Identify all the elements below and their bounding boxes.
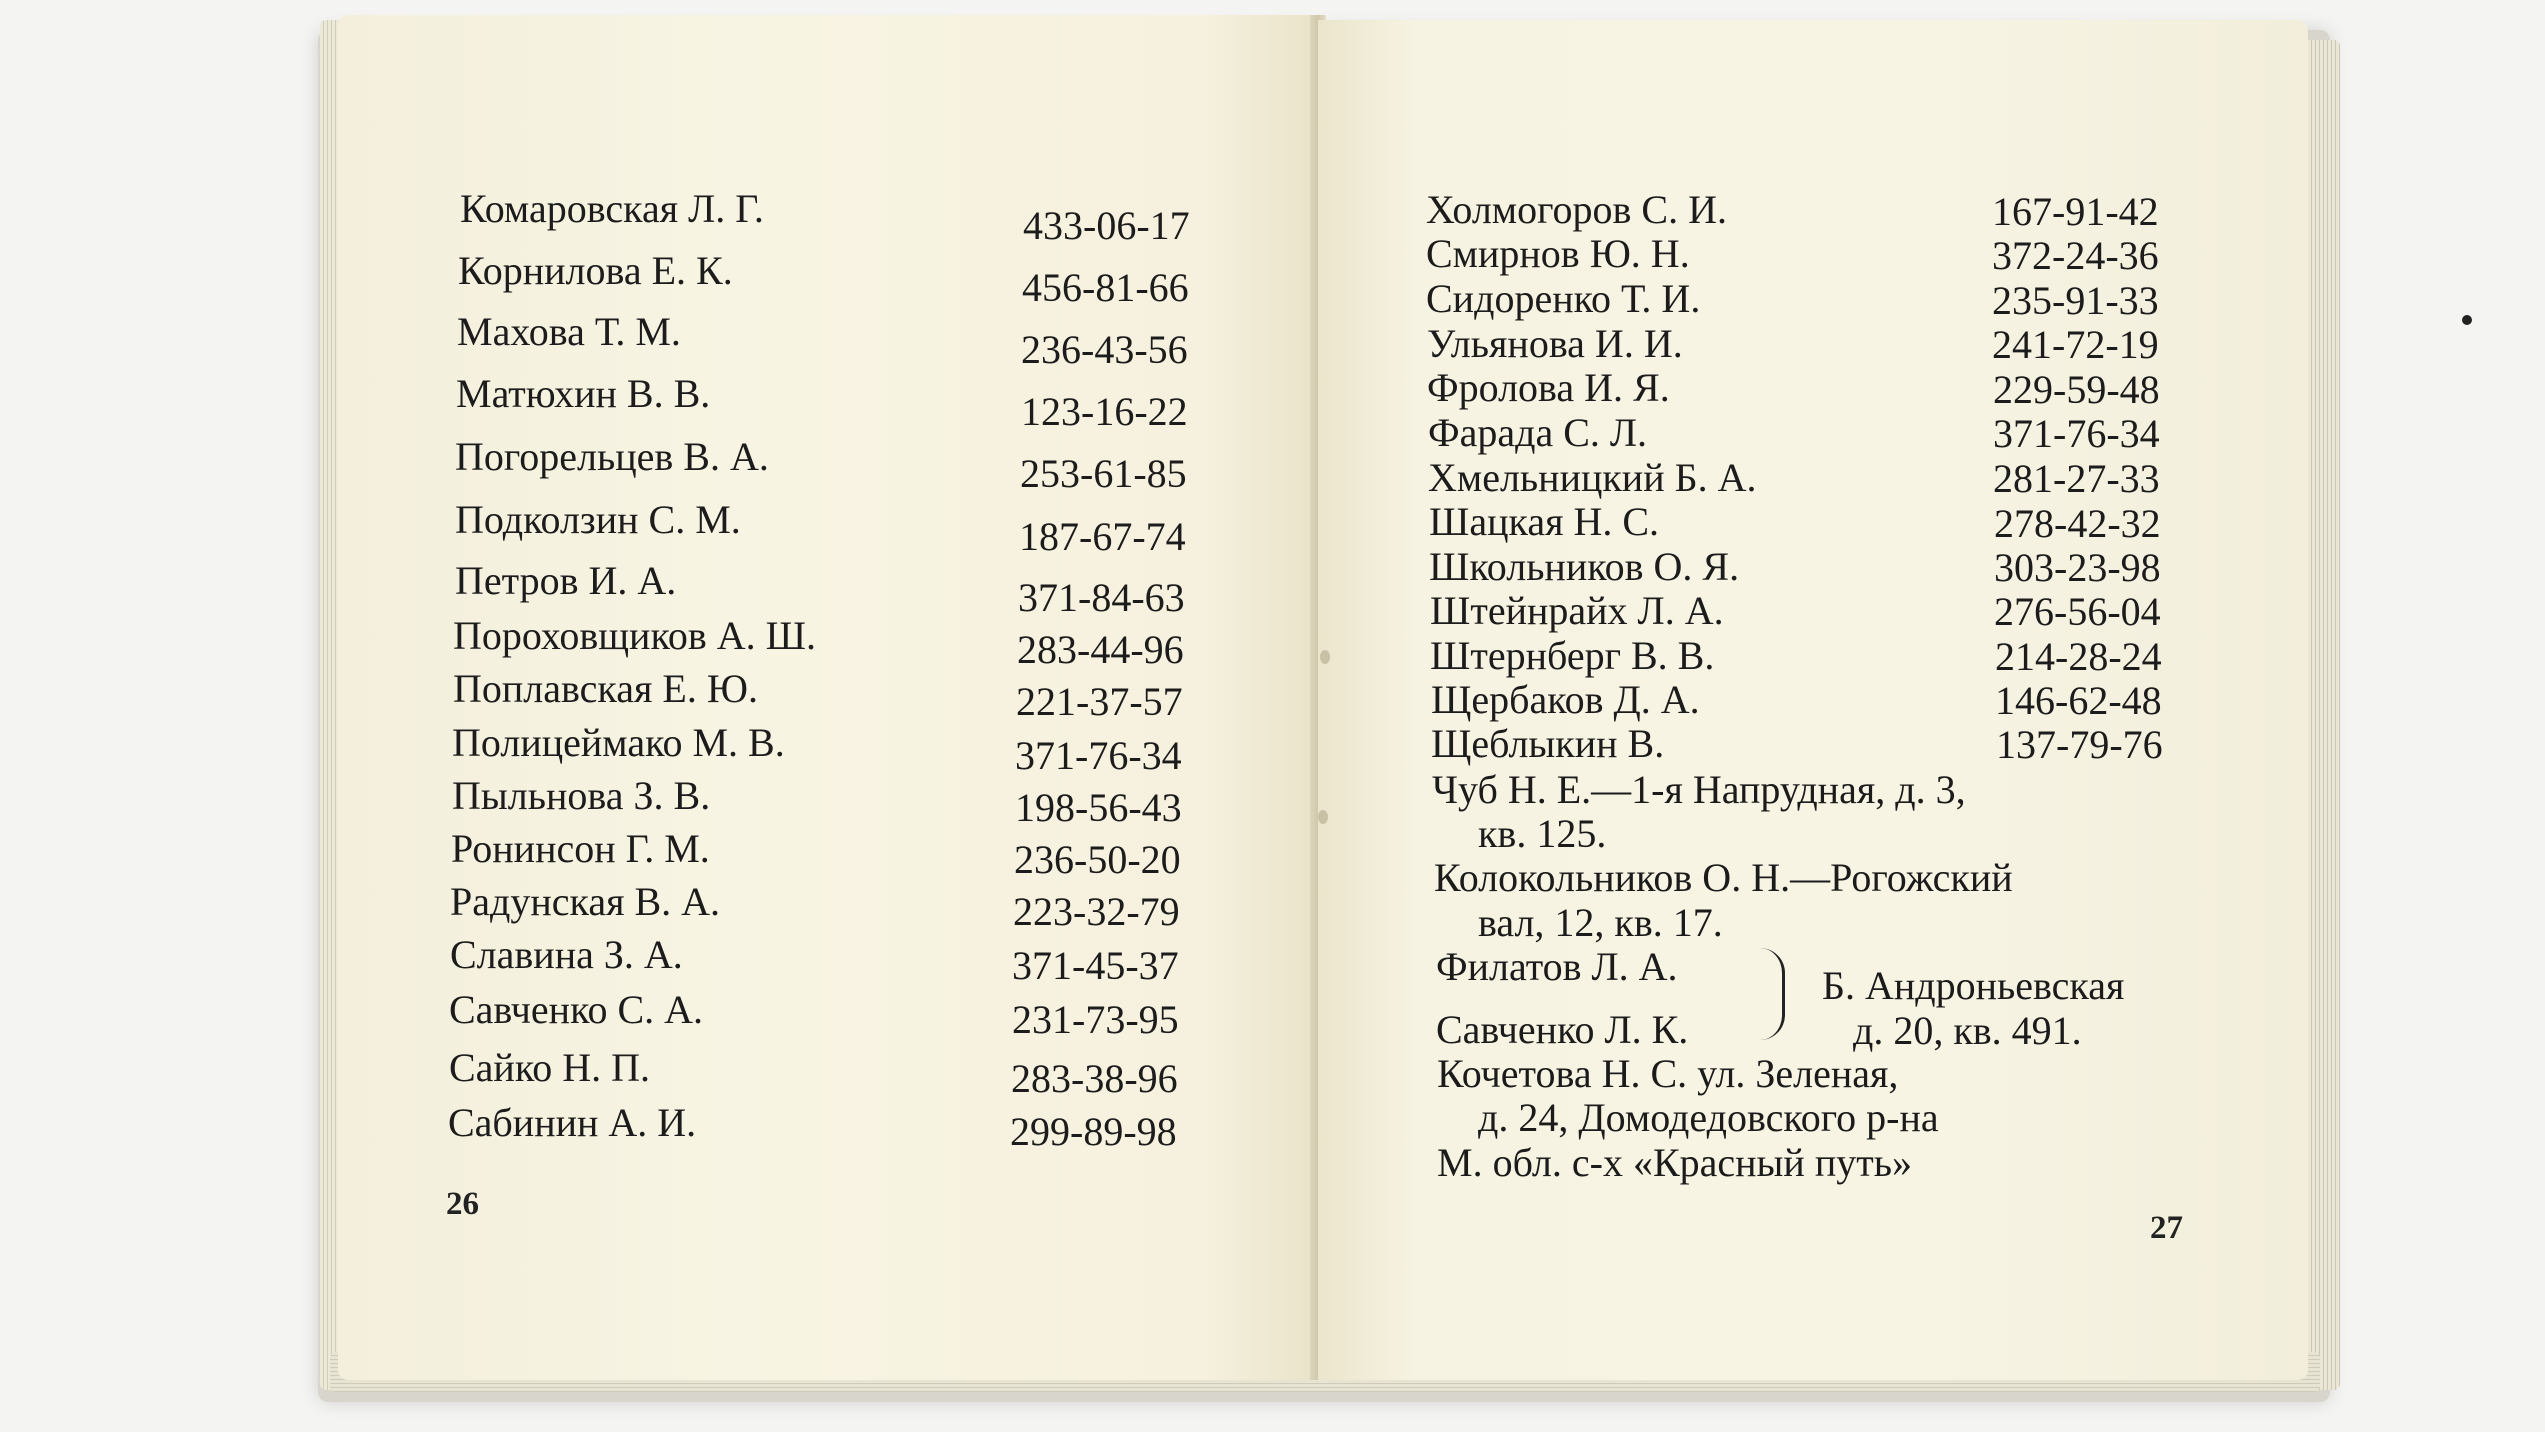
entry-name: Школьников О. Я. <box>1429 544 1740 589</box>
entry-name: Махова Т. М. <box>457 309 681 354</box>
entry-name: Фролова И. Я. <box>1427 365 1670 410</box>
entry-phone: 281-27-33 <box>1993 456 2160 501</box>
shared-address-name: Филатов Л. А. <box>1436 944 1678 989</box>
entry-phone: 214-28-24 <box>1995 634 2162 679</box>
entry-phone: 236-50-20 <box>1014 837 1181 882</box>
entry-phone: 241-72-19 <box>1992 322 2159 367</box>
entry-name: Комаровская Л. Г. <box>460 186 764 231</box>
entry-name: Сабинин А. И. <box>448 1100 697 1145</box>
staple-mark <box>1318 810 1328 824</box>
entry-name: Сидоренко Т. И. <box>1426 276 1701 321</box>
entry-phone: 229-59-48 <box>1993 367 2160 412</box>
entry-phone: 371-76-34 <box>1015 733 1182 778</box>
entry-phone: 187-67-74 <box>1019 514 1186 559</box>
entry-name: Погорельцев В. А. <box>455 434 769 479</box>
entry-phone: 123-16-22 <box>1021 389 1188 434</box>
entry-phone: 299-89-98 <box>1010 1109 1177 1154</box>
entry-name: Сайко Н. П. <box>449 1045 651 1090</box>
entry-phone: 198-56-43 <box>1015 785 1182 830</box>
last-entry-line1: Кочетова Н. С. ул. Зеленая, <box>1437 1051 1899 1096</box>
entry-name: Штернберг В. В. <box>1430 633 1715 678</box>
entry-phone: 303-23-98 <box>1994 545 2161 590</box>
brace-symbol <box>1760 948 1785 1040</box>
entry-phone: 278-42-32 <box>1994 501 2161 546</box>
entry-phone: 371-84-63 <box>1018 575 1185 620</box>
staple-mark <box>1320 650 1330 664</box>
entry-phone: 371-45-37 <box>1012 943 1179 988</box>
entry-name: Петров И. А. <box>455 558 677 603</box>
entry-phone: 276-56-04 <box>1994 589 2161 634</box>
speck <box>2462 315 2472 325</box>
entry-phone: 223-32-79 <box>1013 889 1180 934</box>
entry-phone: 236-43-56 <box>1021 327 1188 372</box>
entry-phone: 221-37-57 <box>1016 679 1183 724</box>
entry-name: Ронинсон Г. М. <box>451 826 710 871</box>
entry-phone: 253-61-85 <box>1020 451 1187 496</box>
entry-phone: 283-38-96 <box>1011 1056 1178 1101</box>
entry-phone: 283-44-96 <box>1017 627 1184 672</box>
entry-name: Фарада С. Л. <box>1428 410 1648 455</box>
entry-name: Поплавская Е. Ю. <box>453 666 758 711</box>
entry-name: Шацкая Н. С. <box>1429 499 1660 544</box>
shared-address-name: Савченко Л. К. <box>1436 1007 1689 1052</box>
last-entry-line2: д. 24, Домодедовского р-на <box>1478 1095 1939 1140</box>
address-entry-line1: Колокольников О. Н.—Рогожский <box>1434 855 2013 900</box>
entry-name: Радунская В. А. <box>450 879 721 924</box>
page-number-right: 27 <box>2150 1210 2183 1246</box>
entry-name: Полицеймако М. В. <box>452 720 785 765</box>
entry-name: Штейнрайх Л. А. <box>1430 588 1724 633</box>
entry-name: Пороховщиков А. Ш. <box>453 613 816 658</box>
entry-phone: 456-81-66 <box>1022 265 1189 310</box>
entry-phone: 167-91-42 <box>1992 189 2159 234</box>
entry-phone: 137-79-76 <box>1996 722 2163 767</box>
shared-address-line2: д. 20, кв. 491. <box>1853 1008 2082 1053</box>
last-entry-line3: М. обл. с-х «Красный путь» <box>1437 1140 1912 1185</box>
entry-name: Матюхин В. В. <box>456 371 711 416</box>
entry-phone: 371-76-34 <box>1993 411 2160 456</box>
page-number-left: 26 <box>446 1186 479 1222</box>
entry-phone: 231-73-95 <box>1012 997 1179 1042</box>
entry-phone: 235-91-33 <box>1992 278 2159 323</box>
address-entry-line2: вал, 12, кв. 17. <box>1478 900 1723 945</box>
shared-address-line1: Б. Андроньевская <box>1822 963 2125 1008</box>
entry-name: Холмогоров С. И. <box>1426 187 1727 232</box>
address-entry-line2: кв. 125. <box>1478 811 1607 856</box>
entry-phone: 372-24-36 <box>1992 233 2159 278</box>
entry-name: Славина З. А. <box>450 932 683 977</box>
entry-name: Савченко С. А. <box>449 987 704 1032</box>
entry-phone: 433-06-17 <box>1023 203 1190 248</box>
entry-name: Смирнов Ю. Н. <box>1426 231 1690 276</box>
entry-name: Корнилова Е. К. <box>458 248 733 293</box>
address-entry-line1: Чуб Н. Е.—1-я Напрудная, д. 3, <box>1432 767 1966 812</box>
entry-name: Щербаков Д. А. <box>1431 677 1700 722</box>
entry-name: Щеблыкин В. <box>1431 721 1665 766</box>
entry-name: Ульянова И. И. <box>1427 321 1683 366</box>
entry-name: Хмельницкий Б. А. <box>1428 455 1757 500</box>
entry-phone: 146-62-48 <box>1995 678 2162 723</box>
entry-name: Подколзин С. М. <box>455 497 741 542</box>
entry-name: Пыльнова З. В. <box>452 773 711 818</box>
